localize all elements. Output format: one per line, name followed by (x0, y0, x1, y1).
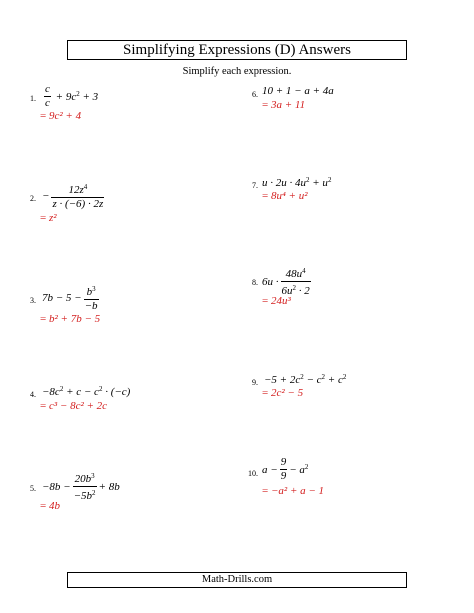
problem-answer: = −a² + a − 1 (262, 485, 325, 497)
problem-expression: 10 + 1 − a + 4a (262, 85, 334, 97)
worksheet-title: Simplifying Expressions (D) Answers (67, 40, 407, 60)
problem-answer: = 4b (40, 500, 60, 512)
problem-answer: = b² + 7b − 5 (40, 313, 101, 325)
problem-number: 3. (30, 296, 36, 305)
problem-expression: $-8c^2 + c - c^2 \cdot (-c)$ (42, 385, 131, 398)
problem-answer: = 8u⁴ + u² (262, 190, 308, 202)
problem-answer: = 24u³ (262, 295, 291, 307)
problem-answer: = 9c² + 4 (40, 110, 82, 122)
problem-expression: $\frac{c}{c}$ + $9c^2 + 3$ (45, 83, 99, 109)
problem-number: 8. (252, 278, 258, 287)
problem-number: 6. (252, 90, 258, 99)
problem-expression: a − $\frac{9}{9}$ − $a^2$ (262, 456, 309, 482)
problem-number: 7. (252, 181, 258, 190)
instructions: Simplify each expression. (182, 66, 292, 77)
problem-number: 9. (252, 378, 258, 387)
problem-answer: = z² (40, 212, 57, 224)
problem-number: 1. (30, 94, 36, 103)
problem-number: 10. (248, 469, 258, 478)
problem-number: 5. (30, 484, 36, 493)
problem-answer: = c³ − 8c² + 2c (40, 400, 108, 412)
problem-answer: = 3a + 11 (262, 99, 306, 111)
problem-number: 2. (30, 194, 36, 203)
problem-answer: = 2c² − 5 (262, 387, 304, 399)
problem-expression: 6u · $\frac{48u^4}{6u^2 \cdot 2}$ (262, 267, 310, 297)
problem-number: 4. (30, 390, 36, 399)
problem-expression: $-5 + 2c^2 - c^2 + c^2$ (264, 373, 347, 386)
problem-expression: − $\frac{12z^4}{z \cdot (-6) \cdot 2z}$ (42, 183, 104, 210)
footer: Math-Drills.com (67, 572, 407, 588)
problem-expression: 7b − 5 − $\frac{b^3}{-b}$ (42, 285, 98, 312)
problem-expression: $u \cdot 2u \cdot 4u^2 + u^2$ (262, 176, 332, 189)
problem-expression: −8b − $\frac{20b^3}{-5b^2}$ + 8b (42, 472, 120, 502)
